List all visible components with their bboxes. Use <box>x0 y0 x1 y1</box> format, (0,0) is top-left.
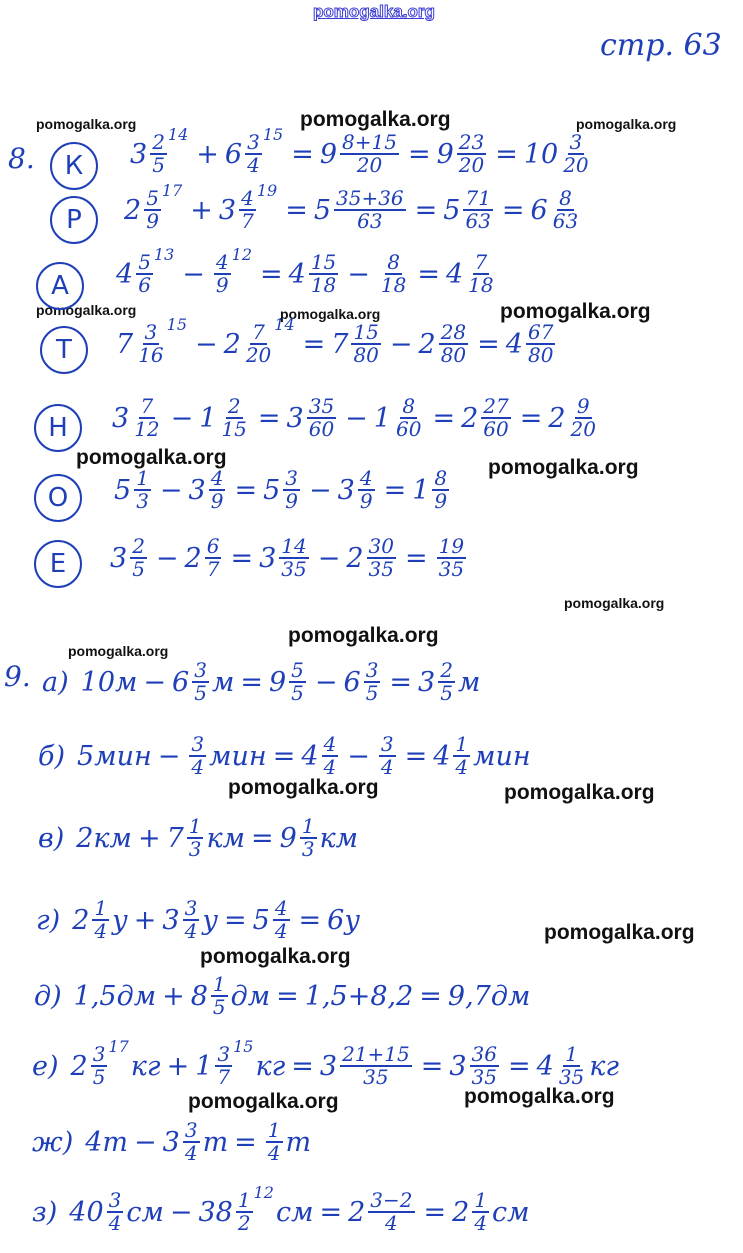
watermark: pomogalka.org <box>576 116 677 132</box>
watermark: pomogalka.org <box>68 643 169 659</box>
watermark: pomogalka.org <box>500 300 651 323</box>
watermark: pomogalka.org <box>564 595 665 611</box>
task9-number: 9. <box>4 660 31 693</box>
watermark: pomogalka.org <box>36 302 137 318</box>
task9-row-e: е) 2 $\frac{3}{5}$ 17 кг + 1 $\frac{3}{7}$ 15 кг = 3 $\frac{21+15}{35}$ = 3 $\frac{36}{35}$ = 4 $\frac{1}{35}$ кг <box>32 1036 620 1089</box>
task9-row-d: д) 1,5дм + 8 $\frac{1}{5}$ дм = 1,5+8,2 = 9,7дм <box>34 972 531 1019</box>
task8-row-r: 2 $\frac{5}{9}$ 17 + 3 $\frac{4}{7}$ 19 = 5 $\frac{35+36}{63}$ = 5 $\frac{71}{63}$ = 6 $\frac{8}{63}$ <box>124 180 579 233</box>
watermark: pomogalka.org <box>504 781 655 804</box>
circled-letter: О <box>34 474 82 522</box>
watermark: pomogalka.org <box>200 945 351 968</box>
watermark: pomogalka.org <box>300 108 451 131</box>
task9-row-zh: ж) 4т − 3 $\frac{3}{4}$ т = $\frac{1}{4}$ т <box>32 1118 312 1165</box>
watermark-top: pomogalka.org <box>313 2 435 21</box>
circled-letter: К <box>50 142 98 190</box>
circled-letter: А <box>36 262 84 310</box>
task8-row-t: 7 $\frac{3}{16}$ 15 − 2 $\frac{7}{20}$ 14 = 7 $\frac{15}{80}$ − 2 $\frac{28}{80}$ = 4 $\frac{67}{80}$ <box>116 314 554 367</box>
watermark: pomogalka.org <box>76 446 227 469</box>
task8-row-o: 5 $\frac{1}{3}$ − 3 $\frac{4}{9}$ = 5 $\frac{3}{9}$ − 3 $\frac{4}{9}$ = 1 $\frac{8}{9}$ <box>114 466 448 513</box>
watermark: pomogalka.org <box>488 456 639 479</box>
task8-row-a: 4 $\frac{5}{6}$ 13 − $\frac{4}{9}$ 12 = 4 $\frac{15}{18}$ − $\frac{8}{18}$ = 4 $\frac{7}{18}$ <box>116 244 494 297</box>
task8-row-k: 3 $\frac{2}{5}$ 14 + 6 $\frac{3}{4}$ 15 = 9 $\frac{8+15}{20}$ = 9 $\frac{23}{20}$ = 10 $\frac{3}{20}$ <box>130 124 589 177</box>
watermark: pomogalka.org <box>228 776 379 799</box>
task8-row-e: 3 $\frac{2}{5}$ − 2 $\frac{6}{7}$ = 3 $\frac{14}{35}$ − 2 $\frac{30}{35}$ = $\frac{19}{35}$ <box>110 534 465 581</box>
page-label: стр. 63 <box>600 28 722 63</box>
watermark: pomogalka.org <box>544 921 695 944</box>
task9-row-z: з) 40 $\frac{3}{4}$ см − 38 $\frac{1}{2}$ 12 см = 2 $\frac{3-2}{4}$ = 2 $\frac{1}{4}$ см <box>32 1182 530 1235</box>
watermark: pomogalka.org <box>280 306 381 322</box>
task9-row-v: в) 2км + 7 $\frac{1}{3}$ км = 9 $\frac{1}{3}$ км <box>38 814 359 861</box>
watermark: pomogalka.org <box>464 1085 615 1108</box>
task9-row-b: б) 5мин − $\frac{3}{4}$ мин = 4 $\frac{4}{4}$ − $\frac{3}{4}$ = 4 $\frac{1}{4}$ мин <box>38 732 531 779</box>
circled-letter: Н <box>34 404 82 452</box>
circled-letter: Е <box>34 540 82 588</box>
watermark: pomogalka.org <box>36 116 137 132</box>
watermark: pomogalka.org <box>188 1090 339 1113</box>
circled-letter: Р <box>50 196 98 244</box>
circled-letter: Т <box>40 326 88 374</box>
task8-row-n: 3 $\frac{7}{12}$ − 1 $\frac{2}{15}$ = 3 $\frac{35}{60}$ − 1 $\frac{8}{60}$ = 2 $\frac{27}{60}$ = 2 $\frac{9}{20}$ <box>112 394 596 441</box>
task9-row-a: а) 10м − 6 $\frac{3}{5}$ м = 9 $\frac{5}{5}$ − 6 $\frac{3}{5}$ = 3 $\frac{2}{5}$ м <box>42 658 481 705</box>
watermark: pomogalka.org <box>288 624 439 647</box>
task9-row-g: г) 2 $\frac{1}{4}$ у + 3 $\frac{3}{4}$ у = 5 $\frac{4}{4}$ = 6у <box>36 896 361 943</box>
task8-number: 8. <box>8 142 35 175</box>
